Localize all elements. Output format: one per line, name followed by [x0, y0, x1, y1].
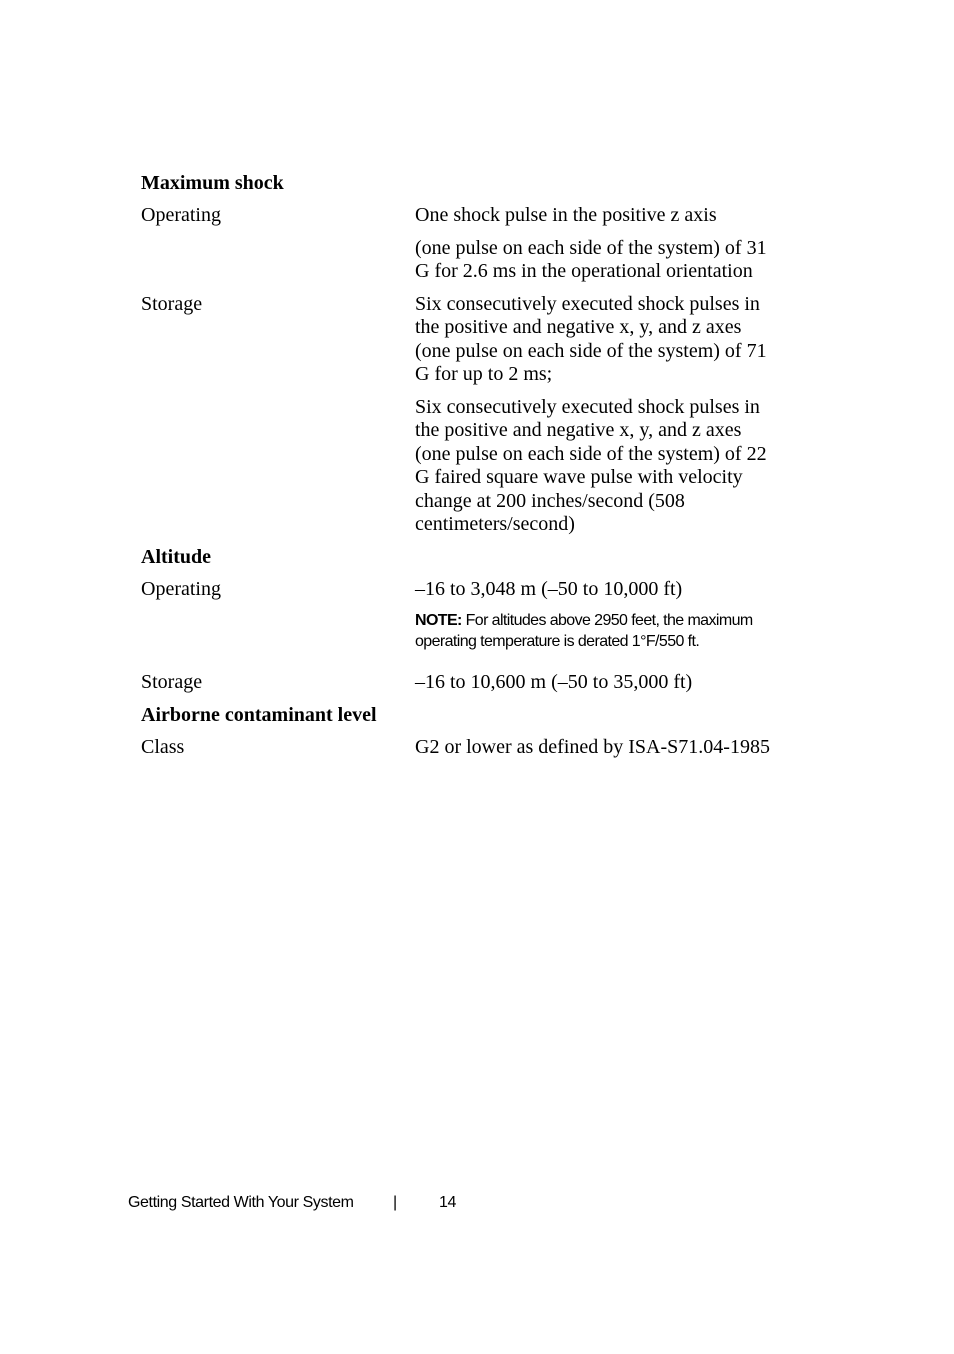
- footer-title: Getting Started With Your System: [128, 1194, 354, 1211]
- shock-operating-text-1: One shock pulse in the positive z axis: [415, 204, 717, 226]
- altitude-operating-value: –16 to 3,048 m (–50 to 10,000 ft): [415, 577, 683, 600]
- airborne-contaminant-heading: Airborne contaminant level: [141, 703, 377, 726]
- airborne-class-row: [141, 736, 831, 769]
- page-footer: [128, 1192, 456, 1214]
- shock-storage-text-1: Six consecutively executed shock pulses in the positive and negative x, y, and z axes (one pulse on each side of the system) of 71 G for up to 2 ms;: [415, 292, 767, 385]
- altitude-operating-values: [415, 578, 831, 672]
- airborne-class-label: Class: [141, 735, 185, 758]
- footer-separator: |: [393, 1194, 397, 1211]
- altitude-operating-label: Operating: [141, 577, 221, 600]
- altitude-operating-row: [141, 578, 831, 672]
- airborne-class-values: [415, 736, 831, 769]
- maximum-shock-heading: Maximum shock: [141, 172, 284, 194]
- shock-storage-values: [415, 293, 831, 546]
- note-label: NOTE:: [415, 612, 462, 629]
- shock-storage-row: [141, 293, 831, 546]
- shock-storage-text-2: Six consecutively executed shock pulses in the positive and negative x, y, and z axes (one pulse on each side of the system) of 22 G faired square wave pulse with velocity change at 200 inches/second (508 centimeters/second): [415, 395, 767, 535]
- page-number: 14: [439, 1194, 456, 1211]
- altitude-note: [415, 610, 831, 652]
- shock-storage-label: Storage: [141, 292, 203, 315]
- airborne-class-value: G2 or lower as defined by ISA-S71.04-1985: [415, 735, 770, 758]
- shock-operating-text-2: (one pulse on each side of the system) of 31 G for 2.6 ms in the operational orientation: [415, 236, 767, 282]
- altitude-storage-values: [415, 671, 831, 704]
- shock-operating-values: [415, 204, 831, 293]
- shock-operating-label: Operating: [141, 204, 221, 226]
- altitude-storage-label: Storage: [141, 671, 203, 693]
- altitude-storage-value: –16 to 10,600 m (–50 to 35,000 ft): [415, 671, 693, 693]
- altitude-heading: Altitude: [141, 545, 211, 568]
- altitude-storage-row: [141, 671, 831, 704]
- shock-operating-row: [141, 204, 831, 293]
- note-text: For altitudes above 2950 feet, the maximum operating temperature is derated 1°F/550 ft.: [415, 612, 753, 650]
- environmental-spec-table: [141, 172, 831, 768]
